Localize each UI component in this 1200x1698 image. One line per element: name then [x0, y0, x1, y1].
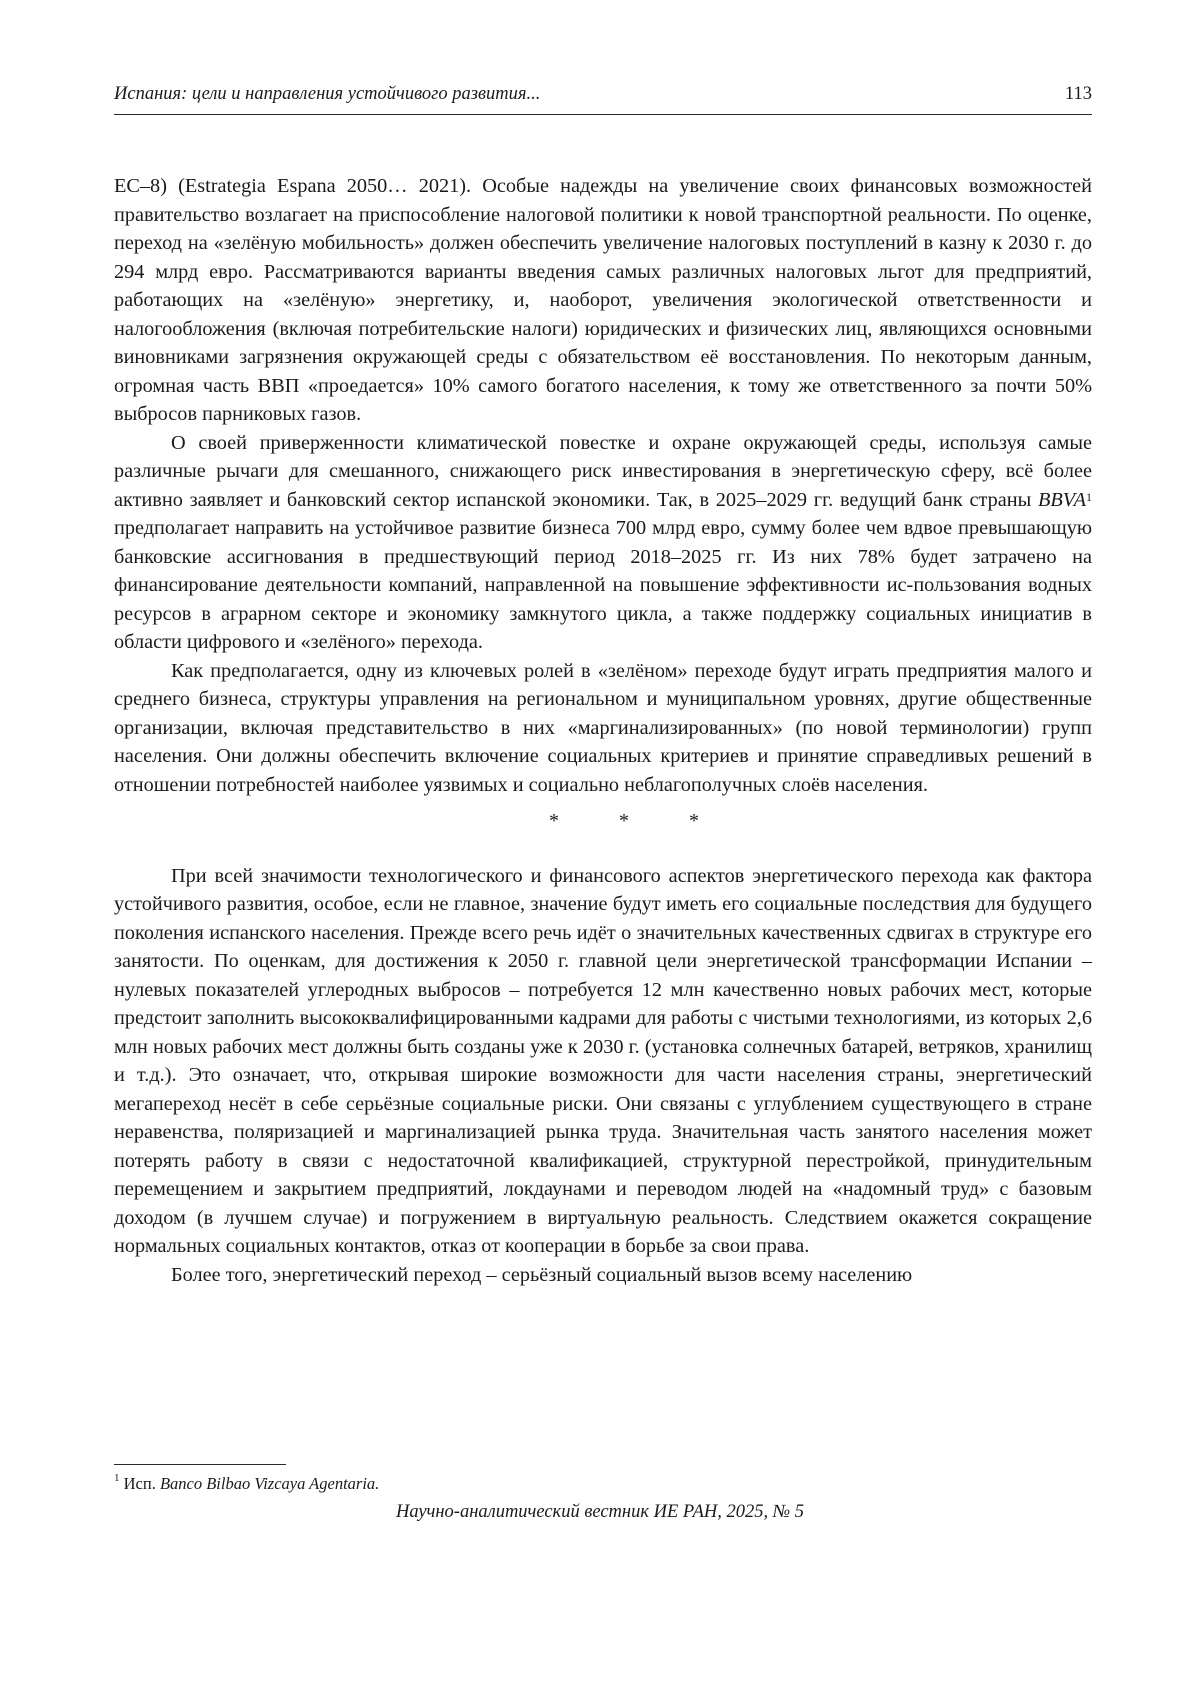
paragraph-2-text-start: О своей приверженности климатической повестке и охране окружающей среды, используя самые различные рычаги для смешанного, снижающего риск инвестирования в энергетическую сферу, всё более активно заявляет и банковский сектор испанской экономики. Так, в 2025–2029 гг. ведущий банк страны — [114, 431, 1092, 511]
journal-footer: Научно-аналитический вестник ИЕ РАН, 2025, № 5 — [395, 1502, 805, 1522]
separator-star: * — [549, 810, 559, 832]
footnote-divider — [114, 1464, 286, 1465]
paragraph-5: Более того, энергетический переход – серьёзный социальный вызов всему населению — [171, 1263, 913, 1286]
section-separator — [114, 807, 1092, 836]
paragraph-1: ЕС–8) (Estrategia Espana 2050… 2021). Особые надежды на увеличение своих финансовых возможностей правительство возлагает на приспособление налоговой политики к новой транспортной реальности. По оценке, переход на «зелёную мобильность» должен обеспечить увеличение налоговых поступлений в казну к 2030 г. до 294 млрд евро. Рассматриваются варианты введения самых различных налоговых льгот для предприятий, работающих на «зелёную» энергетику, и, наоборот, увеличения экологической ответственности и налогообложения (включая потребительские налоги) юридических и физических лиц, являющихся основными виновниками загрязнения окружающей среды с обязательством её восстановления. По некоторым данным, огромная часть ВВП «проедается» 10% самого богатого населения, к тому же ответственного за почти 50% выбросов парниковых газов. — [114, 175, 1092, 425]
paragraph-2-text-end: предполагает направить на устойчивое развитие бизнеса 700 млрд евро, сумму более чем вдвое превышающую банковские ассигнования в предшествующий период 2018–2025 гг. Из них 78% будет затрачено на финансирование деятельности компаний, направленной на повышение эффективности ис-пользования водных ресурсов в аграрном секторе и экономику замкнутого цикла, а также поддержку социальных инициатив в области цифрового и «зелёного» перехода. — [114, 517, 1092, 653]
paragraph-3: Как предполагается, одну из ключевых ролей в «зелёном» переходе будут играть предприятия малого и среднего бизнеса, структуры управления на региональном и муниципальном уровнях, другие общественные организации, включая представительство в них «маргинализированных» (по новой терминологии) групп населения. Они должны обеспечить включение социальных критериев и принятие справедливых решений в отношении потребностей наиболее уязвимых и социально неблагополучных слоёв населения. — [114, 659, 1092, 796]
footnote-prefix: Исп. — [123, 1474, 156, 1493]
footnote — [114, 1474, 379, 1494]
paragraph-2 — [114, 429, 1092, 657]
running-title: Испания: цели и направления устойчивого развития... — [114, 84, 541, 104]
footnote-mark: 1 — [114, 1472, 120, 1484]
bank-name: BBVA — [1037, 488, 1086, 511]
main-text — [114, 172, 1092, 1289]
footnote-text: Banco Bilbao Vizcaya Agentaria. — [159, 1474, 380, 1493]
running-header — [114, 84, 1092, 115]
page-number: 113 — [1064, 84, 1092, 104]
footnote-reference[interactable]: 1 — [1086, 489, 1092, 504]
paragraph-4: При всей значимости технологического и финансового аспектов энергетического перехода как фактора устойчивого развития, особое, если не главное, значение будут иметь его социальные последствия для будущего поколения испанского населения. Прежде всего речь идёт о значительных качественных сдвигах в структуре его занятости. По оценкам, для достижения к 2050 г. главной цели энергетической трансформации Испании – нулевых показателей углеродных выбросов – потребуется 12 млн качественно новых рабочих мест, которые предстоит заполнить высококвалифицированными кадрами для работы с чистыми технологиями, из которых 2,6 млн новых рабочих мест должны быть созданы уже к 2030 г. (установка солнечных батарей, ветряков, хранилищ и т.д.). Это означает, что, открывая широкие возможности для части населения страны, энергетический мегапереход несёт в себе серьёзные социальные риски. Они связаны с углублением существующего в стране неравенства, поляризацией и маргинализацией рынка труда. Значительная часть занятого населения может потерять работу в связи с недостаточной квалификацией, структурной перестройкой, принудительным перемещением и закрытием предприятий, локдаунами и переводом людей на «надомный труд» с базовым доходом (в лучшем случае) и погружением в виртуальную реальность. Следствием окажется сокращение нормальных социальных контактов, отказ от кооперации в борьбе за свои права. — [114, 864, 1092, 1257]
separator-star: * — [689, 810, 699, 832]
separator-star: * — [619, 810, 629, 832]
